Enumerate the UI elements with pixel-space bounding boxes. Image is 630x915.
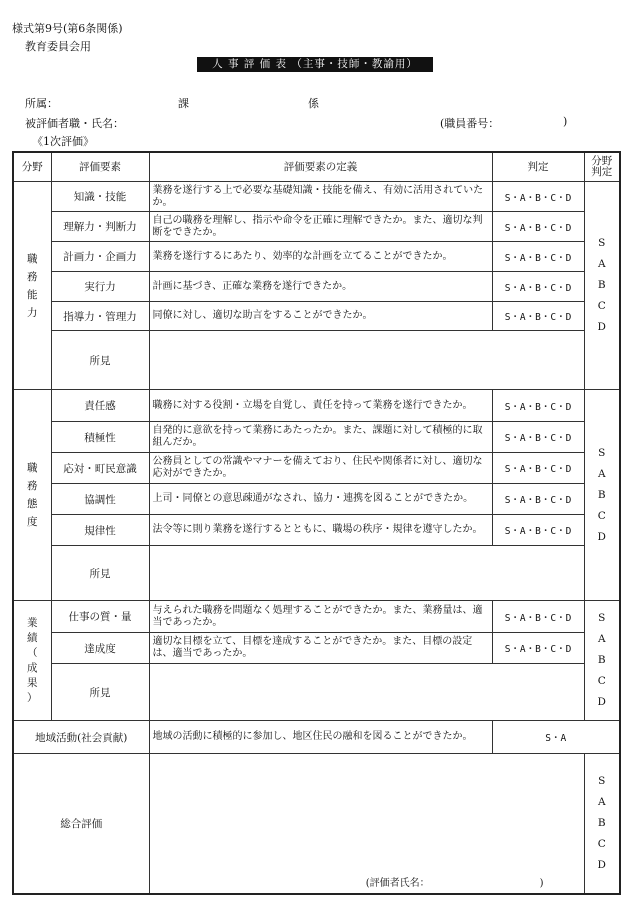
element-definition: 公務員としての常識やマナーを備えており、住民や関係者に対し、適切な応対ができたか。 [149, 453, 492, 484]
element-definition: 適切な目標を立て、目標を達成することができたか。また、目標の設定は、適当であったか。 [149, 633, 492, 664]
observation-row [13, 546, 620, 601]
table-row [13, 453, 620, 484]
element-label: 仕事の質・量 [51, 601, 149, 633]
for-use-label: 教育委員会用 [25, 40, 91, 53]
element-label: 達成度 [51, 633, 149, 664]
observation-label: 所見 [51, 331, 149, 390]
staff-number-label: (職員番号： [440, 117, 500, 130]
table-row [13, 302, 620, 331]
table-header-row [13, 152, 620, 182]
grade-selector[interactable]: S・A・B・C・D [492, 484, 584, 515]
observation-field[interactable] [149, 546, 584, 601]
header-definition: 評価要素の定義 [149, 152, 492, 182]
table-row [13, 633, 620, 664]
grade-selector[interactable]: S・A・B・C・D [492, 515, 584, 546]
community-row [13, 721, 620, 754]
observation-row [13, 331, 620, 390]
grade-selector[interactable]: S・A・B・C・D [492, 212, 584, 242]
element-label: 責任感 [51, 390, 149, 422]
observation-label: 所見 [51, 546, 149, 601]
evaluation-table [12, 151, 621, 895]
observation-field[interactable] [149, 331, 584, 390]
table-row [13, 272, 620, 302]
element-label: 指導力・管理力 [51, 302, 149, 331]
section-results-label: 業 績 （ 成 果 ） [13, 601, 51, 721]
overall-judgment[interactable]: S A B C D [584, 754, 620, 894]
ka-label: 課 [178, 97, 189, 110]
form-number: 様式第9号(第6条関係) [12, 22, 123, 35]
element-definition: 自発的に意欲を持って業務にあたったか。また、課題に対して積極的に取組んだか。 [149, 422, 492, 453]
element-label: 実行力 [51, 272, 149, 302]
element-definition: 上司・同僚との意思疎通がなされ、協力・連携を図ることができたか。 [149, 484, 492, 515]
grade-selector[interactable]: S・A・B・C・D [492, 182, 584, 212]
header-field: 分野 [13, 152, 51, 182]
affiliation-label: 所属： [25, 97, 58, 110]
grade-selector[interactable]: S・A・B・C・D [492, 390, 584, 422]
overall-row [13, 754, 620, 894]
element-label: 応対・町民意識 [51, 453, 149, 484]
document-title: 人 事 評 価 表 （主事・技師・教諭用） [197, 57, 433, 72]
table-row [13, 484, 620, 515]
staff-number-close: ) [563, 115, 568, 128]
community-label: 地域活動(社会貢献) [13, 721, 149, 754]
table-row [13, 182, 620, 212]
element-definition: 業務を遂行するにあたり、効率的な計画を立てることができたか。 [149, 242, 492, 272]
section-ability-label: 職 務 能 力 [13, 182, 51, 390]
table-row [13, 242, 620, 272]
element-label: 理解力・判断力 [51, 212, 149, 242]
element-definition: 職務に対する役割・立場を自覚し、責任を持って業務を遂行できたか。 [149, 390, 492, 422]
element-label: 知識・技能 [51, 182, 149, 212]
table-row [13, 515, 620, 546]
field-judgment-attitude[interactable]: S A B C D [584, 390, 620, 601]
grade-selector[interactable]: S・A・B・C・D [492, 633, 584, 664]
table-row [13, 422, 620, 453]
field-judgment-ability[interactable]: S A B C D [584, 182, 620, 390]
element-definition: 法令等に則り業務を遂行するとともに、職場の秩序・規律を遵守したか。 [149, 515, 492, 546]
grade-selector[interactable]: S・A・B・C・D [492, 422, 584, 453]
grade-selector[interactable]: S・A・B・C・D [492, 272, 584, 302]
element-definition: 業務を遂行する上で必要な基礎知識・技能を備え、有効に活用されていたか。 [149, 182, 492, 212]
section-attitude-label: 職 務 態 度 [13, 390, 51, 601]
community-grade-selector[interactable]: S・A [492, 721, 620, 754]
element-definition: 与えられた職務を問題なく処理することができたか。また、業務量は、適当であったか。 [149, 601, 492, 633]
field-judgment-results[interactable]: S A B C D [584, 601, 620, 721]
kakari-label: 係 [308, 97, 319, 110]
header-element: 評価要素 [51, 152, 149, 182]
table-row [13, 390, 620, 422]
community-definition: 地域の活動に積極的に参加し、地区住民の融和を図ることができたか。 [149, 721, 492, 754]
element-definition: 自己の職務を理解し、指示や命令を正確に理解できたか。また、適切な判断をできたか。 [149, 212, 492, 242]
overall-label: 総合評価 [13, 754, 149, 894]
header-judgment: 判定 [492, 152, 584, 182]
observation-row [13, 664, 620, 721]
evaluatee-label: 被評価者職・氏名： [25, 117, 124, 130]
evaluator-name-field[interactable]: (評価者氏名： ) [365, 877, 544, 889]
element-definition: 計画に基づき、正確な業務を遂行できたか。 [149, 272, 492, 302]
overall-comment-field[interactable] [149, 754, 584, 894]
observation-field[interactable] [149, 664, 584, 721]
element-label: 協調性 [51, 484, 149, 515]
element-definition: 同僚に対し、適切な助言をすることができたか。 [149, 302, 492, 331]
element-label: 計画力・企画力 [51, 242, 149, 272]
evaluation-stage: 《1次評価》 [32, 135, 94, 148]
observation-label: 所見 [51, 664, 149, 721]
table-row [13, 601, 620, 633]
grade-selector[interactable]: S・A・B・C・D [492, 601, 584, 633]
grade-selector[interactable]: S・A・B・C・D [492, 453, 584, 484]
grade-selector[interactable]: S・A・B・C・D [492, 302, 584, 331]
element-label: 規律性 [51, 515, 149, 546]
grade-selector[interactable]: S・A・B・C・D [492, 242, 584, 272]
header-field-judgment: 分野判定 [584, 152, 620, 182]
table-row [13, 212, 620, 242]
element-label: 積極性 [51, 422, 149, 453]
